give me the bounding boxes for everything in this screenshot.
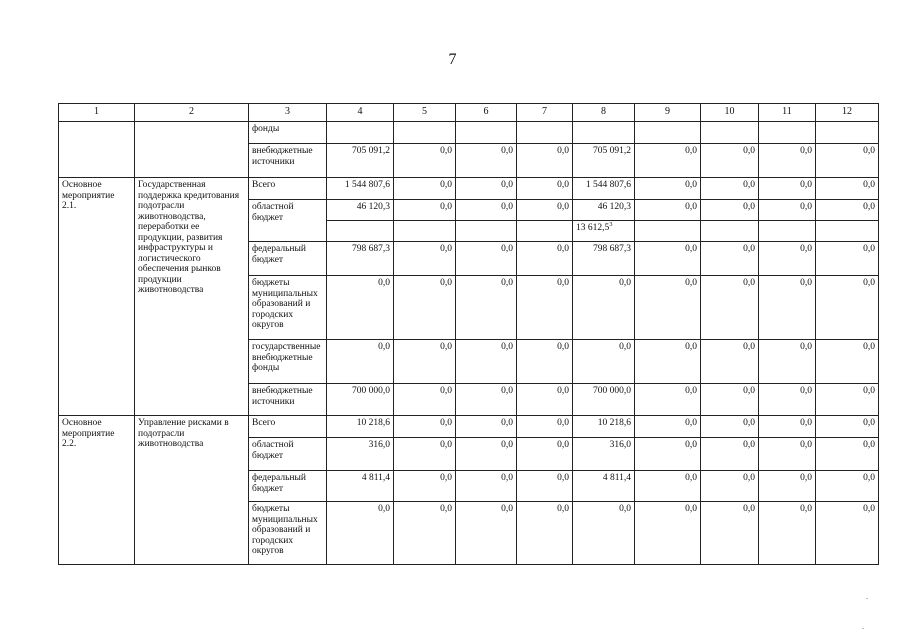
amount-cell: 0,0 bbox=[701, 340, 759, 384]
amount-cell: 0,0 bbox=[701, 242, 759, 276]
funding-source: бюджеты муниципальных образований и городских округов bbox=[249, 276, 327, 340]
amount-cell: 0,0 bbox=[759, 471, 816, 502]
amount-cell: 0,0 bbox=[517, 144, 573, 178]
amount-cell: 0,0 bbox=[394, 340, 456, 384]
column-header: 3 bbox=[249, 104, 327, 122]
amount-cell: 0,0 bbox=[701, 471, 759, 502]
amount-cell: 0,0 bbox=[573, 340, 635, 384]
funding-source: федеральный бюджет bbox=[249, 242, 327, 276]
amount-cell: 0,0 bbox=[327, 340, 394, 384]
scan-speck bbox=[862, 628, 864, 629]
amount-cell: 0,0 bbox=[394, 416, 456, 438]
column-header: 6 bbox=[456, 104, 517, 122]
amount-cell: 0,0 bbox=[816, 340, 879, 384]
funding-source: государственные внебюджетные фонды bbox=[249, 340, 327, 384]
amount-cell: 0,0 bbox=[816, 416, 879, 438]
column-header: 12 bbox=[816, 104, 879, 122]
budget-table bbox=[58, 103, 879, 565]
amount-cell: 798 687,3 bbox=[327, 242, 394, 276]
activity-cell bbox=[59, 122, 135, 178]
amount-cell: 0,0 bbox=[394, 384, 456, 416]
column-header: 11 bbox=[759, 104, 816, 122]
amount-cell: 0,0 bbox=[517, 178, 573, 200]
amount-cell: 0,0 bbox=[635, 144, 701, 178]
amount-cell: 0,0 bbox=[759, 242, 816, 276]
amount-cell: 0,0 bbox=[573, 276, 635, 340]
footnote-marker: 3 bbox=[609, 220, 613, 228]
amount-cell: 0,0 bbox=[635, 416, 701, 438]
column-header: 4 bbox=[327, 104, 394, 122]
amount-cell: 0,0 bbox=[816, 144, 879, 178]
amount-cell: 0,0 bbox=[456, 178, 517, 200]
amount-cell: 46 120,3 bbox=[327, 200, 394, 221]
funding-source: внебюджетные источники bbox=[249, 384, 327, 416]
amount-cell: 0,0 bbox=[456, 471, 517, 502]
amount-cell: 0,0 bbox=[456, 502, 517, 565]
amount-cell: 0,0 bbox=[456, 144, 517, 178]
amount-cell: 0,0 bbox=[701, 384, 759, 416]
amount-cell: 0,0 bbox=[394, 144, 456, 178]
amount-cell: 0,0 bbox=[517, 471, 573, 502]
amount-cell: 0,0 bbox=[701, 200, 759, 221]
amount-cell: 0,0 bbox=[701, 502, 759, 565]
page-number: 7 bbox=[448, 51, 457, 68]
amount-cell: 0,0 bbox=[635, 502, 701, 565]
amount-cell: 1 544 807,6 bbox=[573, 178, 635, 200]
amount-cell: 0,0 bbox=[759, 200, 816, 221]
amount-cell: 0,0 bbox=[816, 438, 879, 471]
amount-cell: 0,0 bbox=[456, 276, 517, 340]
column-header: 9 bbox=[635, 104, 701, 122]
column-header: 7 bbox=[517, 104, 573, 122]
amount-cell: 0,0 bbox=[635, 200, 701, 221]
amount-cell: 0,0 bbox=[816, 276, 879, 340]
amount-cell: 0,0 bbox=[394, 471, 456, 502]
funding-source: областной бюджет bbox=[249, 200, 327, 242]
footnoted-amount-value: 13 612,5 bbox=[576, 223, 610, 233]
amount-cell: 10 218,6 bbox=[573, 416, 635, 438]
amount-cell: 1 544 807,6 bbox=[327, 178, 394, 200]
amount-cell: 0,0 bbox=[816, 242, 879, 276]
amount-cell: 0,0 bbox=[759, 384, 816, 416]
amount-cell: 0,0 bbox=[759, 276, 816, 340]
column-header: 2 bbox=[135, 104, 249, 122]
table-row bbox=[59, 178, 879, 200]
amount-cell: 798 687,3 bbox=[573, 242, 635, 276]
amount-cell: 0,0 bbox=[816, 502, 879, 565]
column-header: 10 bbox=[701, 104, 759, 122]
amount-cell: 0,0 bbox=[327, 502, 394, 565]
funding-source: внебюджетные источники bbox=[249, 144, 327, 178]
column-header: 1 bbox=[59, 104, 135, 122]
column-header: 8 bbox=[573, 104, 635, 122]
amount-cell: 0,0 bbox=[759, 438, 816, 471]
amount-cell: 0,0 bbox=[701, 144, 759, 178]
amount-cell: 0,0 bbox=[701, 438, 759, 471]
funding-source: фонды bbox=[249, 122, 327, 144]
amount-cell: 0,0 bbox=[456, 200, 517, 221]
amount-cell: 700 000,0 bbox=[327, 384, 394, 416]
amount-cell: 0,0 bbox=[759, 416, 816, 438]
amount-cell: 4 811,4 bbox=[327, 471, 394, 502]
amount-cell: 700 000,0 bbox=[573, 384, 635, 416]
amount-cell: 0,0 bbox=[394, 178, 456, 200]
amount-cell: 0,0 bbox=[635, 242, 701, 276]
amount-cell: 0,0 bbox=[517, 384, 573, 416]
amount-cell: 4 811,4 bbox=[573, 471, 635, 502]
amount-cell: 705 091,2 bbox=[573, 144, 635, 178]
amount-cell: 10 218,6 bbox=[327, 416, 394, 438]
amount-cell: 0,0 bbox=[456, 242, 517, 276]
amount-cell: 705 091,2 bbox=[327, 144, 394, 178]
funding-source: Всего bbox=[249, 178, 327, 200]
amount-cell: 0,0 bbox=[573, 502, 635, 565]
amount-cell: 0,0 bbox=[517, 200, 573, 221]
amount-cell: 0,0 bbox=[759, 502, 816, 565]
amount-cell: 316,0 bbox=[573, 438, 635, 471]
funding-source: областной бюджет bbox=[249, 438, 327, 471]
funding-source: федеральный бюджет bbox=[249, 471, 327, 502]
funding-source: бюджеты муниципальных образований и городских округов bbox=[249, 502, 327, 565]
amount-cell: 0,0 bbox=[456, 340, 517, 384]
amount-cell: 0,0 bbox=[394, 438, 456, 471]
scan-speck bbox=[866, 598, 868, 599]
amount-cell: 0,0 bbox=[635, 276, 701, 340]
amount-cell: 0,0 bbox=[635, 438, 701, 471]
amount-cell: 0,0 bbox=[327, 276, 394, 340]
table-row bbox=[59, 122, 879, 144]
amount-cell: 0,0 bbox=[816, 384, 879, 416]
amount-cell: 0,0 bbox=[635, 471, 701, 502]
amount-cell: 0,0 bbox=[635, 384, 701, 416]
activity-name-cell: Государственная поддержка кредитования подотрасли животноводства, переработки ее продукции, развития инфраструктуры и логистического обеспечения рынков продукции животноводства bbox=[135, 178, 249, 416]
amount-cell: 0,0 bbox=[456, 438, 517, 471]
amount-cell: 0,0 bbox=[759, 144, 816, 178]
amount-cell: 0,0 bbox=[517, 416, 573, 438]
amount-cell: 0,0 bbox=[517, 502, 573, 565]
activity-cell: Основное мероприятие 2.2. bbox=[59, 416, 135, 565]
amount-cell: 0,0 bbox=[759, 340, 816, 384]
table-row bbox=[59, 416, 879, 438]
amount-cell: 0,0 bbox=[394, 276, 456, 340]
column-header: 5 bbox=[394, 104, 456, 122]
activity-name-cell bbox=[135, 122, 249, 178]
amount-cell: 0,0 bbox=[517, 340, 573, 384]
amount-cell: 0,0 bbox=[394, 502, 456, 565]
amount-cell: 0,0 bbox=[456, 384, 517, 416]
funding-source: Всего bbox=[249, 416, 327, 438]
amount-cell: 0,0 bbox=[635, 340, 701, 384]
amount-cell: 0,0 bbox=[394, 200, 456, 221]
amount-cell: 0,0 bbox=[456, 416, 517, 438]
footnoted-amount bbox=[573, 221, 635, 242]
amount-cell: 0,0 bbox=[517, 242, 573, 276]
activity-name-cell: Управление рисками в подотрасли животноводства bbox=[135, 416, 249, 565]
amount-cell: 316,0 bbox=[327, 438, 394, 471]
amount-cell: 0,0 bbox=[635, 178, 701, 200]
amount-cell: 0,0 bbox=[816, 178, 879, 200]
amount-cell: 0,0 bbox=[701, 276, 759, 340]
amount-cell: 0,0 bbox=[816, 471, 879, 502]
activity-cell: Основное мероприятие 2.1. bbox=[59, 178, 135, 416]
amount-cell: 46 120,3 bbox=[573, 200, 635, 221]
amount-cell: 0,0 bbox=[759, 178, 816, 200]
amount-cell: 0,0 bbox=[816, 200, 879, 221]
amount-cell: 0,0 bbox=[517, 438, 573, 471]
column-numbers-row bbox=[59, 104, 879, 122]
amount-cell: 0,0 bbox=[701, 416, 759, 438]
amount-cell: 0,0 bbox=[517, 276, 573, 340]
amount-cell: 0,0 bbox=[394, 242, 456, 276]
amount-cell: 0,0 bbox=[701, 178, 759, 200]
